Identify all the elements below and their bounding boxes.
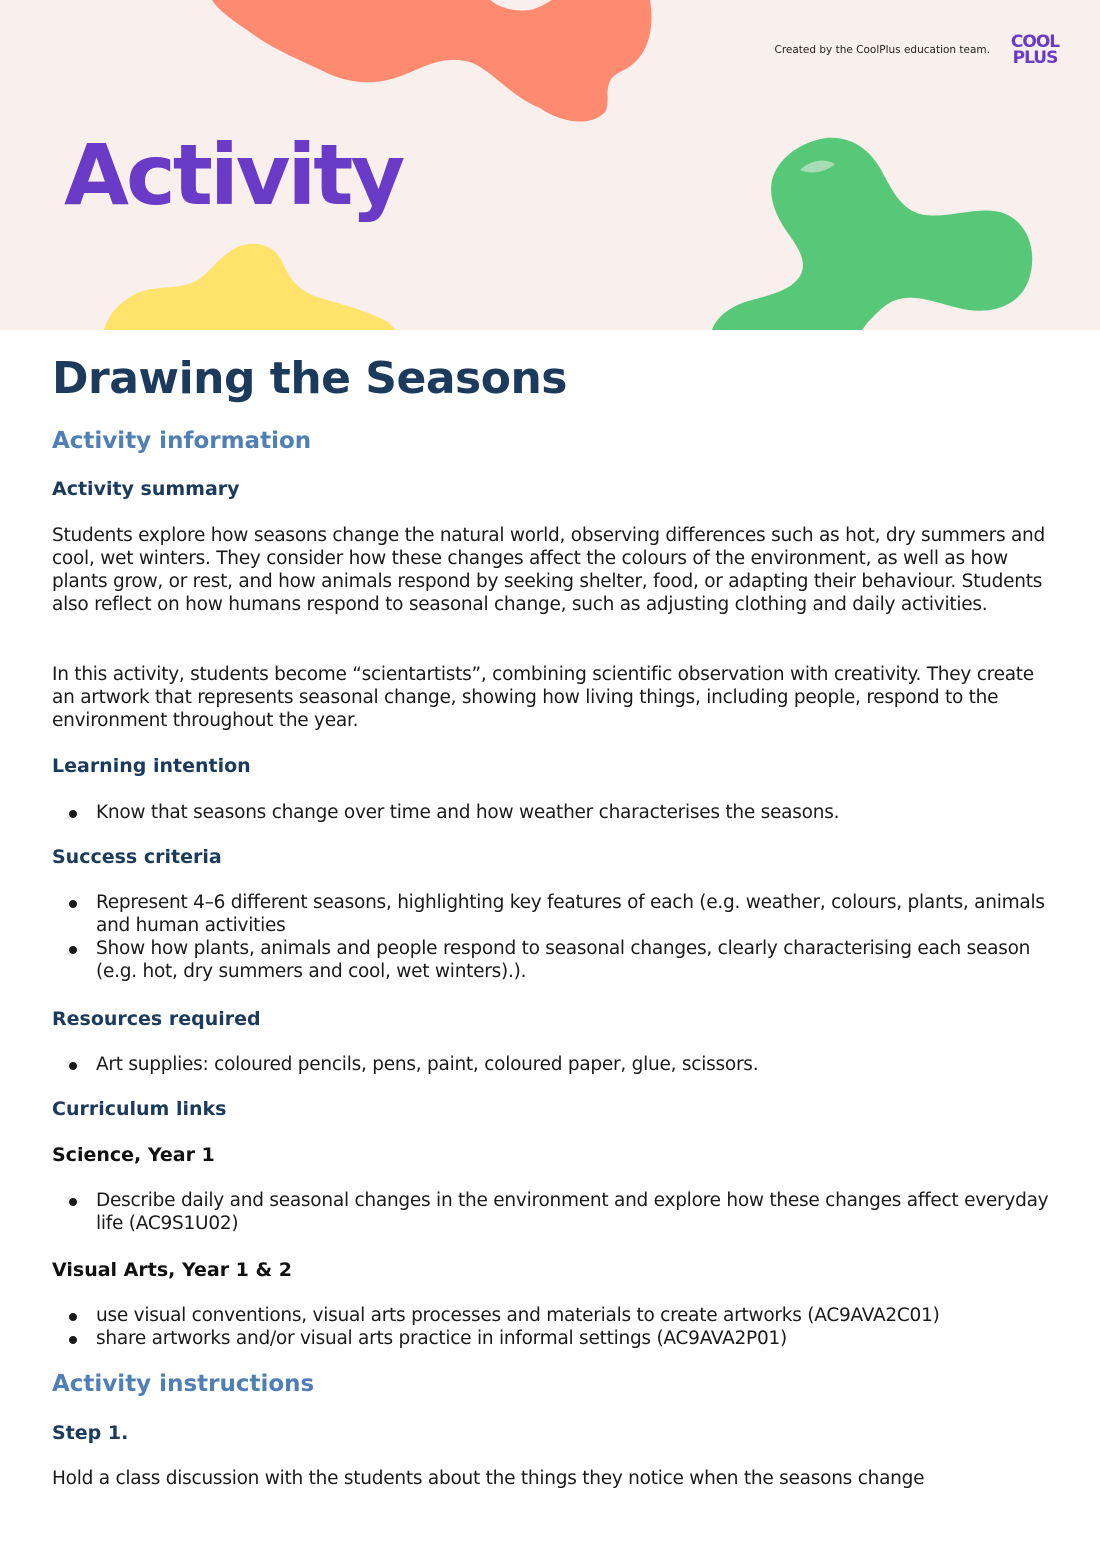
activity-instructions-heading: Activity instructions	[52, 1371, 315, 1397]
document-title: Drawing the Seasons	[52, 353, 567, 404]
learning-intention-list	[52, 801, 1052, 824]
list-item: Represent 4–6 different seasons, highlighting key features of each (e.g. weather, colours, plants, animals and human activities	[52, 891, 1052, 937]
list-item: use visual conventions, visual arts processes and materials to create artworks (AC9AVA2C01)	[52, 1304, 1052, 1327]
science-list	[52, 1189, 1052, 1235]
summary-paragraph-2: In this activity, students become “scientartists”, combining scientific observation with creativity. They create an artwork that represents seasonal change, showing how living things, including people, respond to the environment throughout the year.	[52, 664, 1034, 731]
resources-list	[52, 1053, 1052, 1076]
step-1-heading: Step 1.	[52, 1422, 129, 1444]
success-criteria-list	[52, 891, 1052, 983]
logo-line-2: PLUS	[1012, 48, 1058, 68]
list-item: Art supplies: coloured pencils, pens, paint, coloured paper, glue, scissors.	[52, 1053, 1052, 1076]
activity-information-heading: Activity information	[52, 428, 312, 454]
coral-paint-blob	[212, 0, 651, 122]
list-item: Show how plants, animals and people respond to seasonal changes, clearly characterising each season (e.g. hot, dry summers and cool, wet winters).).	[52, 937, 1052, 983]
list-item: Describe daily and seasonal changes in the environment and explore how these changes affect everyday life (AC9S1U02)	[52, 1189, 1052, 1235]
science-year-heading: Science, Year 1	[52, 1144, 215, 1166]
logo-line-1: COOL	[1010, 32, 1060, 52]
green-paint-blob	[712, 138, 1032, 330]
step-1-text: Hold a class discussion with the students about the things they notice when the seasons change	[52, 1468, 925, 1489]
success-criteria-heading: Success criteria	[52, 846, 222, 868]
learning-intention-heading: Learning intention	[52, 755, 251, 777]
coolplus-logo	[1003, 34, 1067, 74]
credit-text: Created by the CoolPlus education team.	[774, 44, 990, 56]
banner-title: Activity	[64, 126, 403, 224]
yellow-paint-blob	[104, 244, 396, 330]
activity-summary-heading: Activity summary	[52, 478, 240, 500]
list-item: share artworks and/or visual arts practice in informal settings (AC9AVA2P01)	[52, 1327, 1052, 1350]
list-item: Know that seasons change over time and how weather characterises the seasons.	[52, 801, 1052, 824]
visual-arts-year-heading: Visual Arts, Year 1 & 2	[52, 1259, 292, 1281]
summary-paragraph-1: Students explore how seasons change the natural world, observing differences such as hot, dry summers and cool, wet winters. They consider how these changes affect the colours of the environment, as well as how plants grow, or rest, and how animals respond by seeking shelter, food, or adapting their behaviour. Students also reflect on how humans respond to seasonal change, such as adjusting clothing and daily activities.	[52, 525, 1046, 615]
header-banner	[0, 0, 1100, 330]
visual-arts-list	[52, 1304, 1052, 1350]
curriculum-links-heading: Curriculum links	[52, 1098, 227, 1120]
resources-heading: Resources required	[52, 1008, 261, 1030]
